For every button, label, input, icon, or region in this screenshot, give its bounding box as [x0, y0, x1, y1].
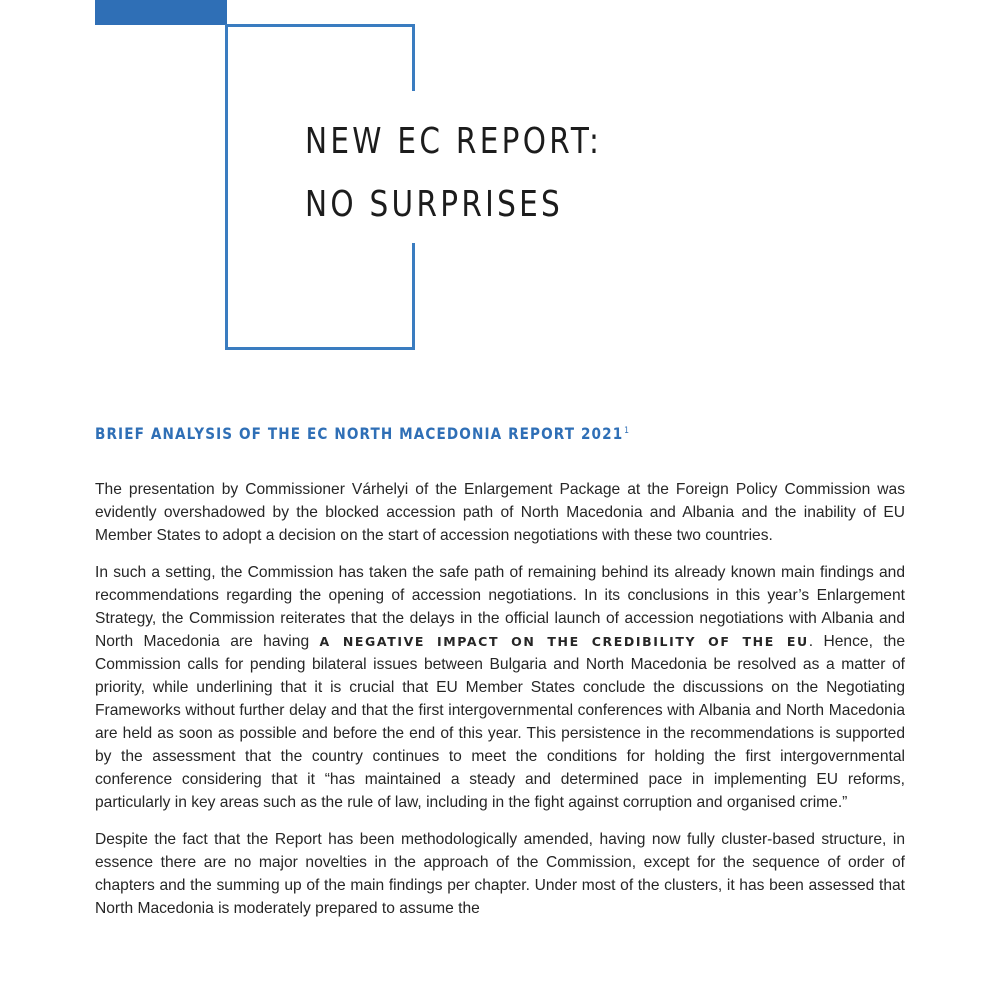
title-frame-bottom — [225, 347, 415, 350]
page-title-line-2: NO SURPRISES — [305, 184, 564, 225]
footnote-reference: 1 — [624, 425, 631, 436]
paragraph-2-part-1: In such a setting, the Commission has taken the safe path of remaining behind its already known main findings and recommendations regarding the opening of accession negotiations. In its conclusions in this year’s Enlargement Strategy, the Commission reiterates that the delays in the official launch of accession negotiations with Albania and North Macedonia are having — [95, 564, 905, 650]
page-title — [305, 110, 602, 236]
title-frame-right-lower — [412, 243, 415, 350]
title-frame-left — [225, 24, 228, 350]
paragraph-2 — [95, 561, 905, 814]
section-heading — [95, 424, 630, 443]
page-title-line-1: NEW EC REPORT: — [305, 121, 603, 162]
section-heading-text: BRIEF ANALYSIS OF THE EC NORTH MACEDONIA REPORT 2021 — [95, 424, 624, 443]
paragraph-2-emphasis: A NEGATIVE IMPACT ON THE CREDIBILITY OF THE EU — [319, 634, 809, 649]
title-frame-top — [225, 24, 415, 27]
title-frame-right-upper — [412, 24, 415, 91]
corner-accent-block — [95, 0, 227, 25]
body-text — [95, 478, 905, 1000]
paragraph-1: The presentation by Commissioner Várhelyi of the Enlargement Package at the Foreign Policy Commission was evidently overshadowed by the blocked accession path of North Macedonia and Albania and the inability of EU Member States to adopt a decision on the start of accession negotiations with these two countries. — [95, 481, 905, 544]
paragraph-2-part-2: . Hence, the Commission calls for pending bilateral issues between Bulgaria and North Macedonia be resolved as a matter of priority, while underlining that it is crucial that EU Member States conclude the discussions on the Negotiating Frameworks without further delay and that the first intergovernmental conferences with Albania and North Macedonia are held as soon as possible and before the end of this year. This persistence in the recommendations is supported by the assessment that the country continues to meet the conditions for holding the first intergovernmental conference considering that it “has maintained a steady and determined pace in implementing EU reforms, particularly in key areas such as the rule of law, including in the fight against corruption and organised crime.” — [95, 633, 905, 811]
paragraph-3: Despite the fact that the Report has been methodologically amended, having now fully cluster-based structure, in essence there are no major novelties in the approach of the Commission, except for the sequence of order of chapters and the summing up of the main findings per chapter. Under most of the clusters, it has been assessed that North Macedonia is moderately prepared to assume the — [95, 831, 905, 917]
